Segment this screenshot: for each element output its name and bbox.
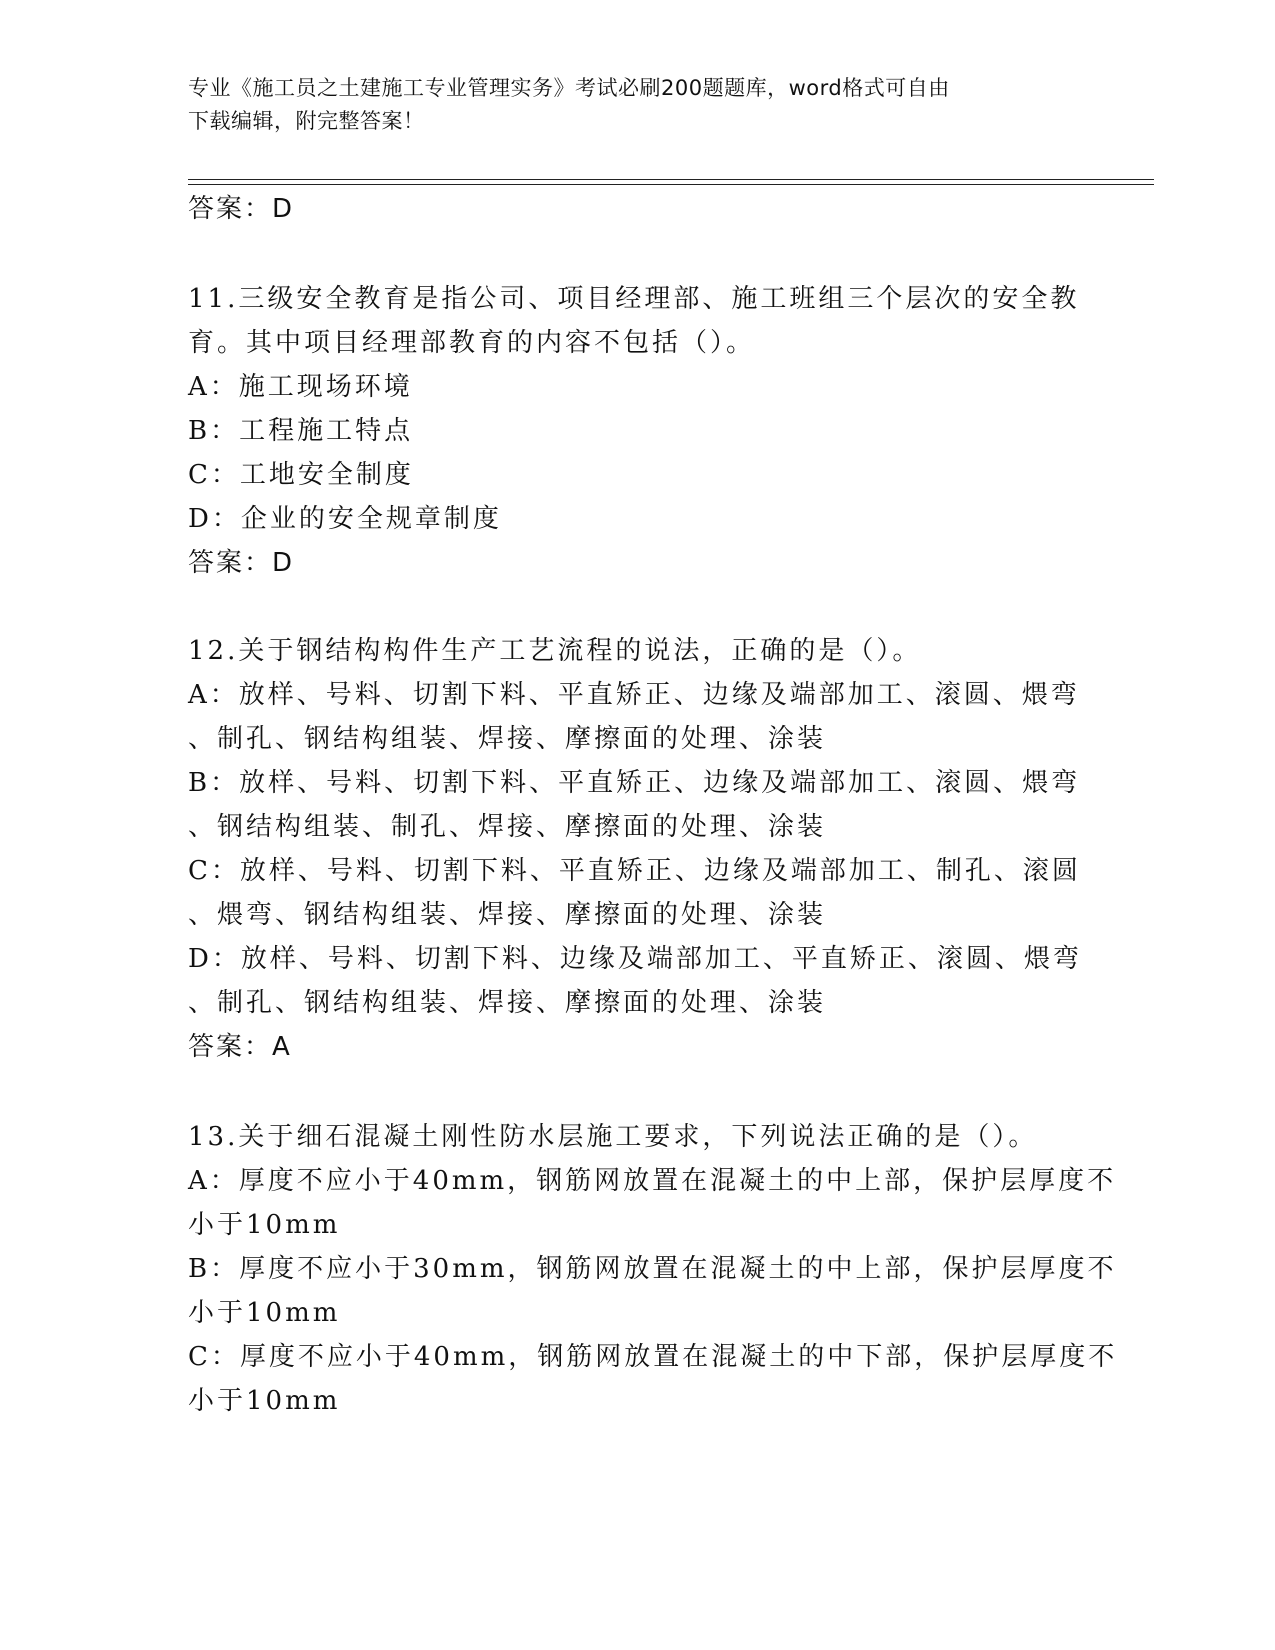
q13-option-b-line-2: 小于10mm <box>188 1298 341 1328</box>
header-line-1: 专业《施工员之土建施工专业管理实务》考试必刷200题题库，word格式可自由 <box>188 76 950 100</box>
q13-option-b-line-1: B：厚度不应小于30mm，钢筋网放置在混凝土的中上部，保护层厚度不 <box>188 1254 1117 1284</box>
q12-option-a-line-2: 、制孔、钢结构组装、焊接、摩擦面的处理、涂装 <box>188 724 827 754</box>
q13-option-c-line-2: 小于10mm <box>188 1386 341 1416</box>
q11-option-d: D：企业的安全规章制度 <box>188 504 502 534</box>
q12-option-b-line-2: 、钢结构组装、制孔、焊接、摩擦面的处理、涂装 <box>188 812 827 842</box>
q13-option-a-line-1: A：厚度不应小于40mm，钢筋网放置在混凝土的中上部，保护层厚度不 <box>188 1166 1117 1196</box>
q12-option-c-line-2: 、煨弯、钢结构组装、焊接、摩擦面的处理、涂装 <box>188 900 827 930</box>
answer-q11: 答案：D <box>188 548 295 578</box>
q11-option-c: C：工地安全制度 <box>188 460 414 490</box>
q12-option-b-line-1: B：放样、号料、切割下料、平直矫正、边缘及端部加工、滚圆、煨弯 <box>188 768 1081 798</box>
q12-option-a-line-1: A：放样、号料、切割下料、平直矫正、边缘及端部加工、滚圆、煨弯 <box>188 680 1080 710</box>
q13-option-a-line-2: 小于10mm <box>188 1210 341 1240</box>
q11-option-a: A：施工现场环境 <box>188 372 413 402</box>
page-header <box>188 72 1088 138</box>
q13-stem: 13.关于细石混凝土刚性防水层施工要求，下列说法正确的是（）。 <box>188 1122 1038 1152</box>
q12-stem: 12.关于钢结构构件生产工艺流程的说法，正确的是（）。 <box>188 636 922 666</box>
q12-option-d-line-2: 、制孔、钢结构组装、焊接、摩擦面的处理、涂装 <box>188 988 827 1018</box>
header-divider-bottom <box>188 184 1154 185</box>
q12-option-d-line-1: D：放样、号料、切割下料、边缘及端部加工、平直矫正、滚圆、煨弯 <box>188 944 1082 974</box>
answer-q10: 答案：D <box>188 194 295 224</box>
q13-option-c-line-1: C：厚度不应小于40mm，钢筋网放置在混凝土的中下部，保护层厚度不 <box>188 1342 1118 1372</box>
q11-option-b: B：工程施工特点 <box>188 416 414 446</box>
header-line-2: 下载编辑，附完整答案！ <box>188 109 425 133</box>
q11-stem-line-2: 育。其中项目经理部教育的内容不包括（）。 <box>188 328 756 358</box>
header-divider-top <box>188 179 1154 180</box>
q12-option-c-line-1: C：放样、号料、切割下料、平直矫正、边缘及端部加工、制孔、滚圆 <box>188 856 1081 886</box>
answer-q12: 答案：A <box>188 1032 292 1062</box>
q11-stem-line-1: 11.三级安全教育是指公司、项目经理部、施工班组三个层次的安全教 <box>188 284 1080 314</box>
